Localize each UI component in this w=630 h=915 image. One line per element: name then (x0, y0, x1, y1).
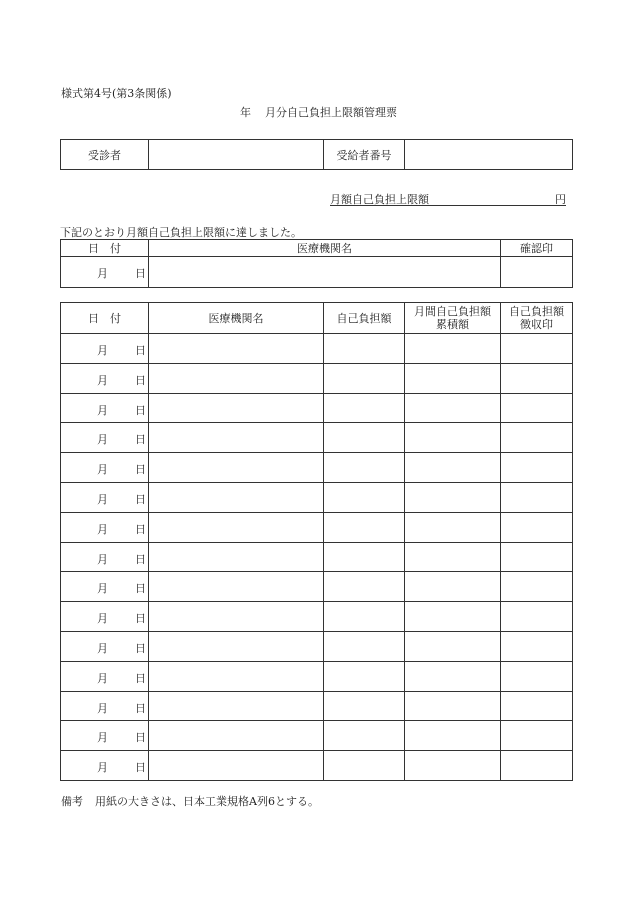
day-label: 日 (135, 731, 146, 745)
record-date-cell[interactable] (61, 512, 149, 542)
reach-stamp-cell[interactable] (501, 257, 573, 288)
remarks (61, 793, 319, 809)
month-label: 月 (97, 463, 108, 477)
record-date-cell[interactable] (61, 423, 149, 453)
record-institution-cell[interactable] (149, 751, 324, 781)
form-number: 様式第4号(第3条関係) (61, 87, 172, 100)
record-cumulative-cell[interactable] (405, 363, 501, 393)
record-copay-cell[interactable] (324, 334, 405, 364)
day-label: 日 (135, 522, 146, 536)
record-institution-cell[interactable] (149, 691, 324, 721)
record-table (60, 302, 573, 781)
table-row (61, 691, 573, 721)
record-cumulative-cell[interactable] (405, 602, 501, 632)
record-stamp-cell[interactable] (501, 334, 573, 364)
record-institution-cell[interactable] (149, 453, 324, 483)
table-row (61, 453, 573, 483)
table-row (61, 512, 573, 542)
remarks-label: 備考 (61, 795, 83, 808)
record-institution-cell[interactable] (149, 512, 324, 542)
record-institution-cell[interactable] (149, 542, 324, 572)
stamp-header-line2: 徴収印 (520, 318, 553, 331)
record-stamp-cell[interactable] (501, 751, 573, 781)
record-institution-cell[interactable] (149, 721, 324, 751)
record-cumulative-cell[interactable] (405, 572, 501, 602)
record-stamp-cell[interactable] (501, 363, 573, 393)
record-date-cell[interactable] (61, 631, 149, 661)
record-date-cell[interactable] (61, 661, 149, 691)
day-label: 日 (135, 612, 146, 626)
record-date-cell[interactable] (61, 751, 149, 781)
record-stamp-cell[interactable] (501, 453, 573, 483)
record-date-cell[interactable] (61, 691, 149, 721)
record-date-header: 日 付 (61, 303, 149, 334)
record-copay-cell[interactable] (324, 631, 405, 661)
record-date-cell[interactable] (61, 393, 149, 423)
record-date-cell[interactable] (61, 334, 149, 364)
notice-text: 下記のとおり月額自己負担上限額に達しました。 (60, 226, 302, 239)
record-institution-cell[interactable] (149, 631, 324, 661)
day-label: 日 (135, 701, 146, 715)
day-label: 日 (135, 671, 146, 685)
month-label: 月 (97, 671, 108, 685)
record-institution-cell[interactable] (149, 393, 324, 423)
record-cumulative-cell[interactable] (405, 691, 501, 721)
month-label: 月 (97, 267, 108, 280)
reach-institution-header: 医療機関名 (149, 240, 501, 257)
day-label: 日 (135, 552, 146, 566)
record-stamp-cell[interactable] (501, 691, 573, 721)
title-year: 年 (240, 106, 251, 119)
title-month: 月分自己負担上限額管理票 (265, 106, 397, 119)
recipient-number-label: 受給者番号 (324, 140, 405, 170)
month-label: 月 (97, 492, 108, 506)
record-stamp-cell[interactable] (501, 423, 573, 453)
record-cumulative-header (405, 303, 501, 334)
day-label: 日 (135, 373, 146, 387)
info-table (60, 139, 573, 170)
record-stamp-cell[interactable] (501, 661, 573, 691)
record-date-cell[interactable] (61, 482, 149, 512)
record-institution-cell[interactable] (149, 334, 324, 364)
stamp-header-line1: 自己負担額 (509, 305, 564, 318)
cumulative-header-line2: 累積額 (436, 318, 469, 331)
day-label: 日 (135, 761, 146, 775)
table-row (61, 482, 573, 512)
reach-date-header: 日 付 (61, 240, 149, 257)
day-label: 日 (135, 582, 146, 596)
month-label: 月 (97, 761, 108, 775)
record-institution-cell[interactable] (149, 661, 324, 691)
table-row (61, 572, 573, 602)
record-copay-cell[interactable] (324, 482, 405, 512)
reach-stamp-header: 確認印 (501, 240, 573, 257)
record-copay-cell[interactable] (324, 363, 405, 393)
record-copay-cell[interactable] (324, 453, 405, 483)
table-row (61, 602, 573, 632)
record-cumulative-cell[interactable] (405, 512, 501, 542)
table-row (61, 721, 573, 751)
table-row (61, 751, 573, 781)
day-label: 日 (135, 492, 146, 506)
form-title (240, 104, 397, 120)
reach-date-cell[interactable] (61, 257, 149, 288)
record-date-cell[interactable] (61, 453, 149, 483)
day-label: 日 (135, 463, 146, 477)
month-label: 月 (97, 344, 108, 357)
month-label: 月 (97, 582, 108, 596)
record-cumulative-cell[interactable] (405, 334, 501, 364)
record-cumulative-cell[interactable] (405, 423, 501, 453)
table-row (61, 334, 573, 364)
record-copay-cell[interactable] (324, 423, 405, 453)
record-cumulative-cell[interactable] (405, 393, 501, 423)
month-label: 月 (97, 433, 108, 447)
record-institution-cell[interactable] (149, 602, 324, 632)
record-copay-cell[interactable] (324, 393, 405, 423)
month-label: 月 (97, 373, 108, 387)
table-row (61, 363, 573, 393)
day-label: 日 (135, 344, 146, 357)
month-label: 月 (97, 731, 108, 745)
record-institution-cell[interactable] (149, 423, 324, 453)
record-copay-cell[interactable] (324, 542, 405, 572)
record-cumulative-cell[interactable] (405, 482, 501, 512)
record-cumulative-cell[interactable] (405, 721, 501, 751)
record-copay-cell[interactable] (324, 751, 405, 781)
day-label: 日 (135, 403, 146, 417)
remarks-text: 用紙の大きさは、日本工業規格A列6とする。 (95, 795, 319, 808)
month-label: 月 (97, 612, 108, 626)
record-institution-cell[interactable] (149, 363, 324, 393)
record-stamp-cell[interactable] (501, 631, 573, 661)
record-copay-cell[interactable] (324, 691, 405, 721)
record-date-cell[interactable] (61, 542, 149, 572)
record-stamp-header (501, 303, 573, 334)
month-label: 月 (97, 641, 108, 655)
monthly-limit-label: 月額自己負担上限額 (330, 193, 429, 206)
record-stamp-cell[interactable] (501, 512, 573, 542)
table-row (61, 393, 573, 423)
record-copay-header: 自己負担額 (324, 303, 405, 334)
record-cumulative-cell[interactable] (405, 542, 501, 572)
record-stamp-cell[interactable] (501, 572, 573, 602)
day-label: 日 (135, 641, 146, 655)
record-date-cell[interactable] (61, 363, 149, 393)
table-row (61, 661, 573, 691)
record-stamp-cell[interactable] (501, 482, 573, 512)
record-copay-cell[interactable] (324, 661, 405, 691)
record-cumulative-cell[interactable] (405, 453, 501, 483)
record-copay-cell[interactable] (324, 721, 405, 751)
record-cumulative-cell[interactable] (405, 751, 501, 781)
monthly-limit-unit: 円 (555, 193, 566, 206)
table-row (61, 542, 573, 572)
reach-institution-cell[interactable] (149, 257, 501, 288)
patient-label: 受診者 (61, 140, 149, 170)
record-institution-cell[interactable] (149, 572, 324, 602)
cumulative-header-line1: 月間自己負担額 (414, 305, 491, 318)
month-label: 月 (97, 522, 108, 536)
record-cumulative-cell[interactable] (405, 631, 501, 661)
record-cumulative-cell[interactable] (405, 661, 501, 691)
table-row (61, 423, 573, 453)
month-label: 月 (97, 403, 108, 417)
day-label: 日 (135, 267, 146, 280)
record-copay-cell[interactable] (324, 572, 405, 602)
record-copay-cell[interactable] (324, 602, 405, 632)
table-row (61, 631, 573, 661)
record-date-cell[interactable] (61, 602, 149, 632)
day-label: 日 (135, 433, 146, 447)
reach-table (60, 239, 573, 288)
recipient-number-field[interactable] (405, 140, 573, 170)
patient-field[interactable] (149, 140, 324, 170)
record-institution-cell[interactable] (149, 482, 324, 512)
record-date-cell[interactable] (61, 721, 149, 751)
record-stamp-cell[interactable] (501, 542, 573, 572)
month-label: 月 (97, 552, 108, 566)
monthly-limit-line (330, 191, 566, 206)
record-stamp-cell[interactable] (501, 721, 573, 751)
record-copay-cell[interactable] (324, 512, 405, 542)
record-date-cell[interactable] (61, 572, 149, 602)
record-stamp-cell[interactable] (501, 602, 573, 632)
record-stamp-cell[interactable] (501, 393, 573, 423)
record-institution-header: 医療機関名 (149, 303, 324, 334)
month-label: 月 (97, 701, 108, 715)
